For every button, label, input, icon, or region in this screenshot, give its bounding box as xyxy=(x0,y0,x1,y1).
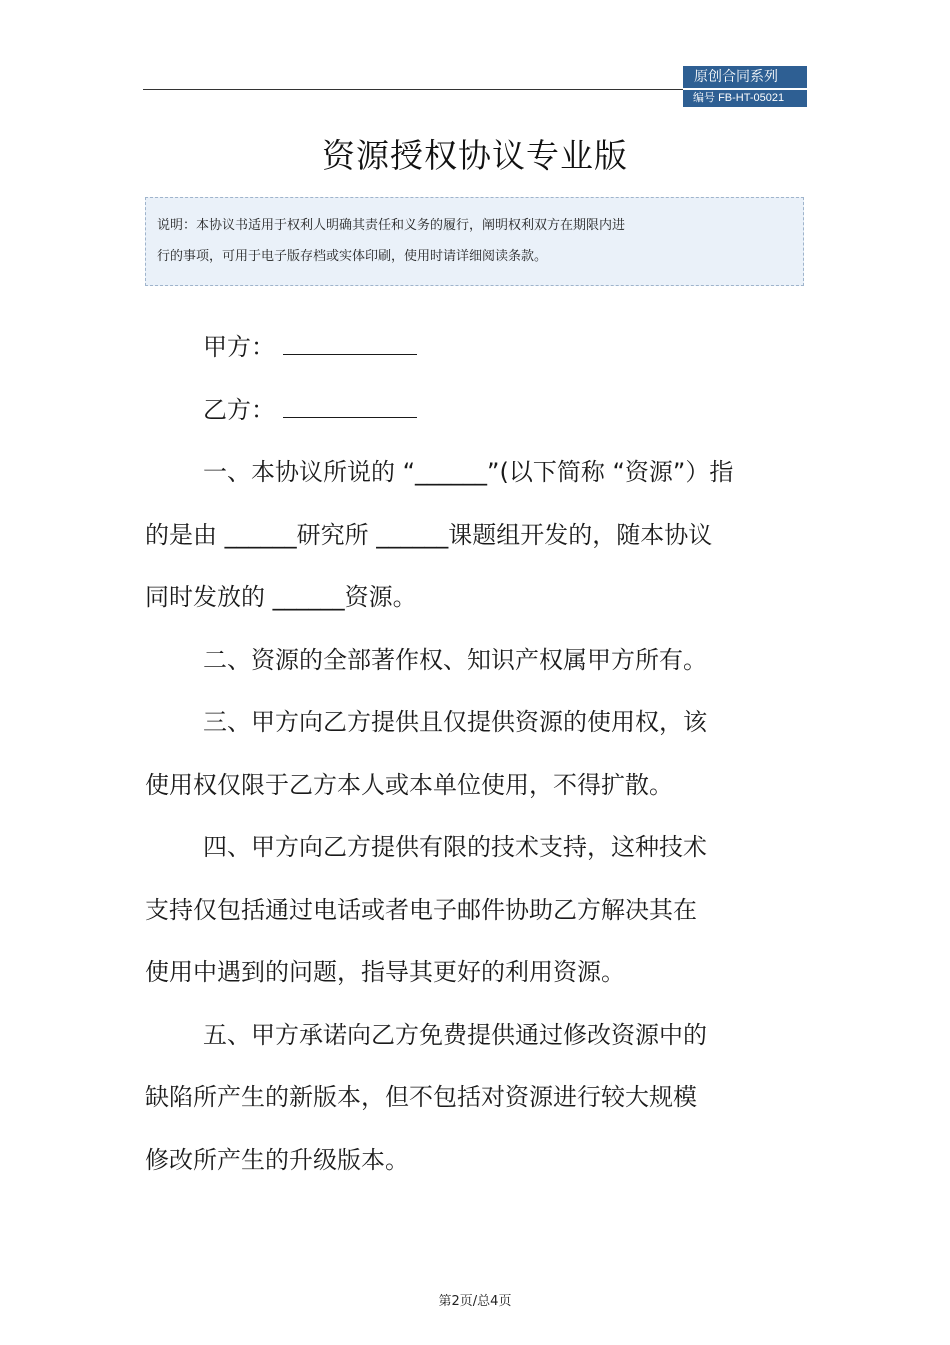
party-a-blank[interactable] xyxy=(283,334,417,355)
clause-line: 使用权仅限于乙方本人或本单位使用，不得扩散。 xyxy=(145,770,673,799)
party-a-label: 甲方： xyxy=(203,333,275,361)
clause-5 xyxy=(145,1004,810,1192)
agreement-body xyxy=(145,316,810,1191)
clause-line: 四、甲方向乙方提供有限的技术支持，这种技术 xyxy=(203,833,707,861)
clause-line: 同时发放的 ______资源。 xyxy=(145,583,417,611)
clause-line: 一、本协议所说的 “______”(以下简称 “资源”）指 xyxy=(203,458,734,486)
document-title: 资源授权协议专业版 xyxy=(322,136,628,175)
clause-2 xyxy=(145,629,810,692)
clause-line: 支持仅包括通过电话或者电子邮件协助乙方解决其在 xyxy=(145,895,697,924)
series-badge: 原创合同系列 xyxy=(683,66,807,88)
clause-line: 二、资源的全部著作权、知识产权属甲方所有。 xyxy=(203,645,707,674)
document-code-badge xyxy=(683,90,807,107)
document-code-prefix: 编号 xyxy=(693,92,715,104)
clause-line: 修改所产生的升级版本。 xyxy=(145,1145,409,1174)
party-a-row xyxy=(145,316,810,379)
clause-4 xyxy=(145,816,810,1004)
party-b-label: 乙方： xyxy=(203,395,275,424)
clause-line: 的是由 ______研究所 ______课题组开发的，随本协议 xyxy=(145,520,713,549)
clause-line: 使用中遇到的问题，指导其更好的利用资源。 xyxy=(145,958,625,986)
header-rule xyxy=(143,89,683,90)
party-b-blank[interactable] xyxy=(283,397,417,418)
clause-line: 五、甲方承诺向乙方免费提供通过修改资源中的 xyxy=(203,1020,707,1049)
clause-line: 缺陷所产生的新版本，但不包括对资源进行较大规模 xyxy=(145,1083,697,1111)
clause-3 xyxy=(145,691,810,816)
page-number: 第2页/总4页 xyxy=(438,1294,512,1309)
clause-line: 三、甲方向乙方提供且仅提供资源的使用权，该 xyxy=(203,708,707,736)
note-box xyxy=(145,197,804,286)
note-line: 行的事项，可用于电子版存档或实体印刷，使用时请详细阅读条款。 xyxy=(157,249,548,264)
party-b-row xyxy=(145,379,810,442)
clause-1 xyxy=(145,441,810,629)
note-line: 说明：本协议书适用于权利人明确其责任和义务的履行，阐明权利双方在期限内进 xyxy=(157,218,626,233)
document-code-value: FB-HT-05021 xyxy=(718,92,785,104)
